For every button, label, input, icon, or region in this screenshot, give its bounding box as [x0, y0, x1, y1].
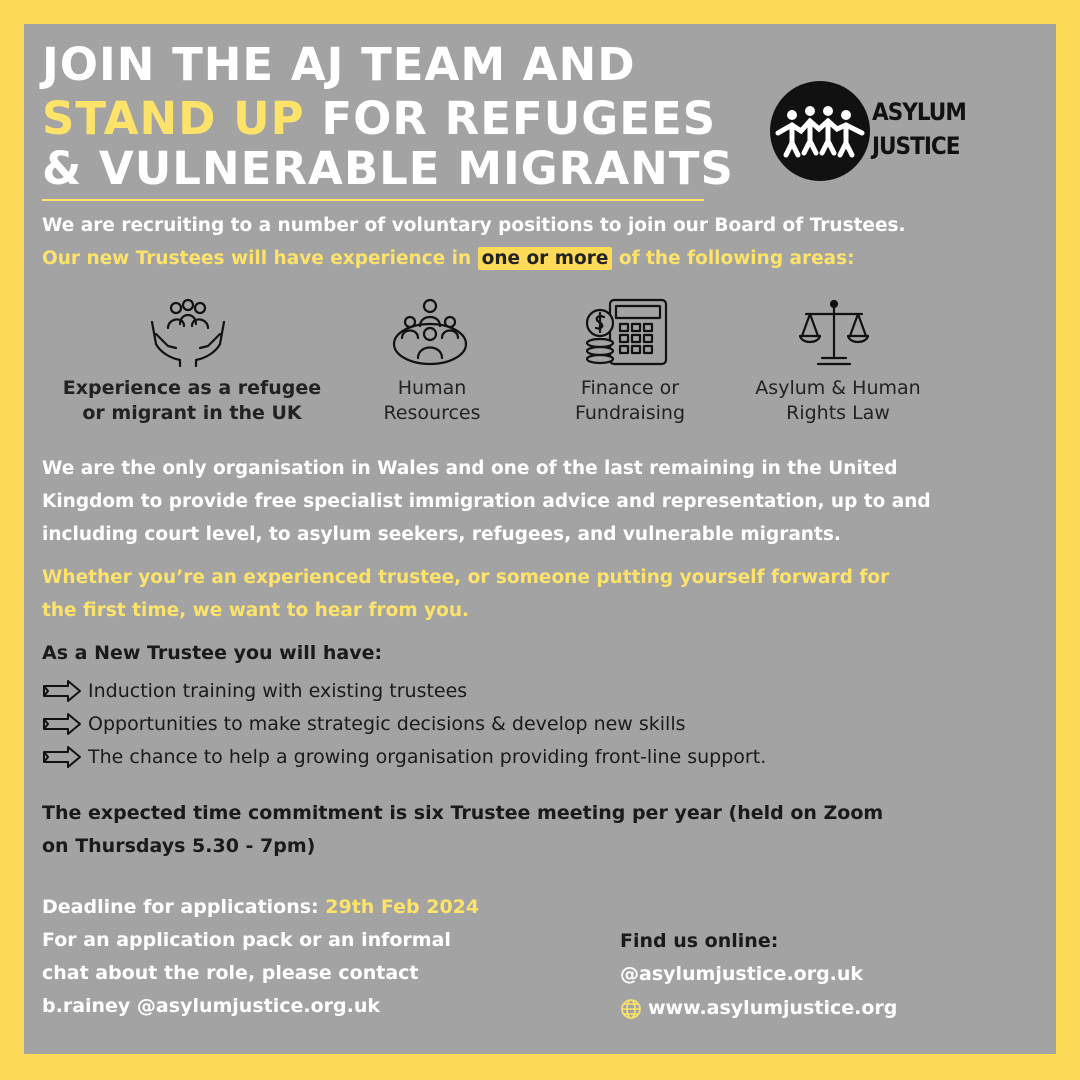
area-refugee-line-2: or migrant in the UK: [82, 402, 302, 424]
logo-text-justice: JUSTICE: [872, 132, 960, 160]
deadline-label: Deadline for applications:: [42, 896, 326, 918]
commitment-line-2: on Thursdays 5.30 - 7pm): [42, 835, 316, 857]
area-law-line-1: Asylum & Human: [755, 377, 921, 399]
contact-line-1: For an application pack or an informal: [42, 929, 451, 951]
globe-icon: [620, 998, 642, 1020]
scales-justice-icon: [798, 298, 870, 368]
list-item: [42, 676, 467, 706]
area-refugee-line-1: Experience as a refugee: [62, 377, 322, 399]
arrow-right-icon: [42, 745, 82, 769]
benefit-text: Induction training with existing trustees: [88, 680, 468, 702]
headline-line-1: JOIN THE AJ TEAM AND: [42, 38, 636, 91]
contact-line-2: chat about the role, please contact: [42, 962, 419, 984]
area-hr-line-1: Human: [397, 377, 467, 399]
one-or-more-highlight: one or more: [478, 247, 613, 270]
benefits-heading: As a New Trustee you will have:: [42, 642, 383, 664]
intro-line-2: [42, 245, 855, 273]
headline-line-2: [42, 92, 717, 145]
logo-text-asylum: ASYLUM: [872, 98, 966, 126]
area-law-line-2: Rights Law: [786, 402, 890, 424]
people-chain-icon: [770, 81, 870, 181]
area-caption-law: [708, 376, 968, 426]
intro-line-1: We are recruiting to a number of voluntary positions to join our Board of Trustees.: [42, 215, 906, 236]
area-hr-line-2: Resources: [383, 402, 481, 424]
area-finance-line-1: Finance or: [580, 377, 680, 399]
invite-line-1: Whether you’re an experienced trustee, or someone putting yourself forward for: [42, 567, 890, 588]
commitment-line-1: The expected time commitment is six Trustee meeting per year (held on Zoom: [42, 802, 884, 824]
people-meeting-icon: [390, 298, 470, 368]
area-finance-line-2: Fundraising: [574, 402, 686, 424]
intro-line-2-after: of the following areas:: [612, 248, 855, 269]
calculator-coins-icon: [584, 297, 670, 369]
contact-email-link[interactable]: b.rainey @asylumjustice.org.uk: [42, 995, 381, 1017]
arrow-right-icon: [42, 679, 82, 703]
invite-line-2: the first time, we want to hear from you.: [42, 600, 470, 621]
arrow-right-icon: [42, 712, 82, 736]
headline-highlight: STAND UP: [42, 92, 305, 145]
website-link[interactable]: [620, 992, 897, 1025]
about-line-3: including court level, to asylum seekers, refugees, and vulnerable migrants.: [42, 524, 841, 545]
list-item: [42, 709, 686, 739]
benefit-text: Opportunities to make strategic decisions & develop new skills: [88, 713, 686, 735]
headline-line-2-rest: FOR REFUGEES: [304, 92, 717, 145]
area-caption-refugee: [62, 376, 322, 426]
deadline-date: 29th Feb 2024: [325, 896, 480, 918]
headline-line-3: & VULNERABLE MIGRANTS: [42, 142, 734, 195]
list-item: [42, 742, 766, 772]
hands-community-icon: [146, 298, 230, 368]
website-text: www.asylumjustice.org: [648, 997, 898, 1019]
intro-line-2-before: Our new Trustees will have experience in: [42, 248, 478, 269]
asylum-justice-logo: [770, 81, 870, 181]
social-handle-link[interactable]: @asylumjustice.org.uk: [620, 963, 864, 985]
online-heading: Find us online:: [620, 930, 779, 952]
headline-underline: [42, 199, 704, 201]
benefit-text: The chance to help a growing organisation providing front-line support.: [88, 746, 767, 768]
deadline-line: [42, 891, 479, 924]
about-line-1: We are the only organisation in Wales and one of the last remaining in the United: [42, 458, 898, 479]
about-line-2: Kingdom to provide free specialist immigration advice and representation, up to and: [42, 491, 931, 512]
